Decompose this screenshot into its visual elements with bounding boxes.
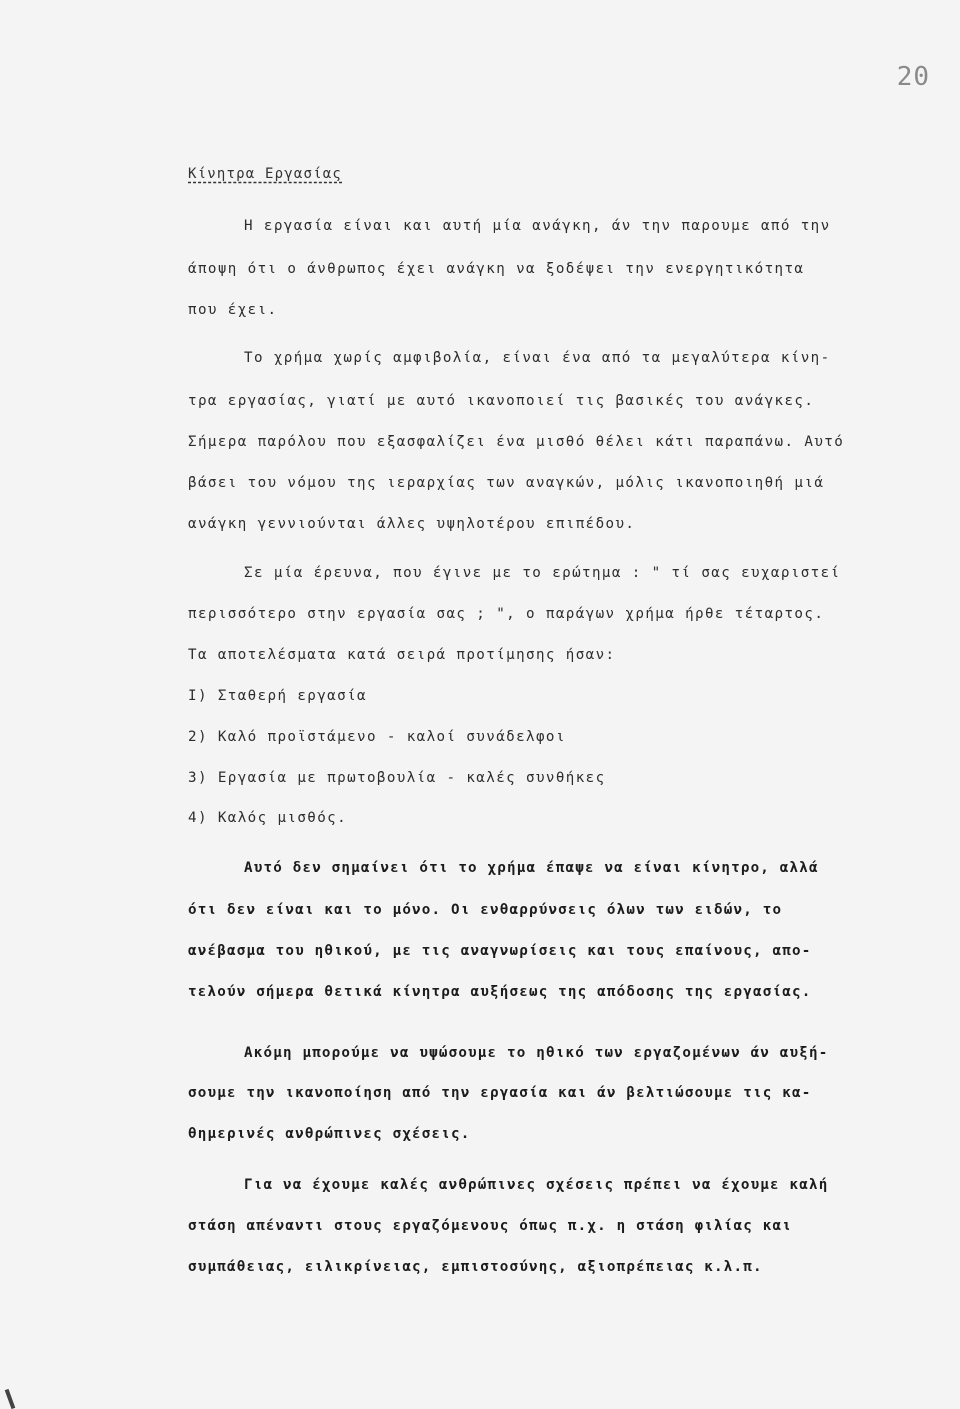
closing-paragraph-1-line-4: τελούν σήμερα θετικά κίνητρα αυξήσεως της απόδοσης της εργασίας.: [188, 984, 812, 1000]
closing-paragraph-1-line-2: ότι δεν είναι και το μόνο. Οι ενθαρρύνσεις όλων των ειδών, το: [188, 902, 783, 918]
closing-paragraph-1-line-3: ανέβασμα του ηθικού, με τις αναγνωρίσεις και τους επαίνους, απο-: [188, 943, 812, 959]
paragraph-1-line-1: Η εργασία είναι και αυτή μία ανάγκη, άν την παρουμε από την: [244, 218, 831, 234]
paragraph-1-line-2: άποψη ότι ο άνθρωπος έχει ανάγκη να ξοδέψει την ενεργητικότητα: [188, 261, 805, 277]
closing-paragraph-3-line-3: συμπάθειας, ειλικρίνειας, εμπιστοσύνης, αξιοπρέπειας κ.λ.π.: [188, 1259, 763, 1275]
closing-paragraph-2-line-2: σουμε την ικανοποίηση από την εργασία και άν βελτιώσουμε τις κα-: [188, 1085, 812, 1101]
paragraph-2-line-2: τρα εργασίας, γιατί με αυτό ικανοποιεί τις βασικές του ανάγκες.: [188, 393, 815, 409]
paragraph-2-line-3: Σήμερα παρόλου που εξασφαλίζει ένα μισθό θέλει κάτι παραπάνω. Αυτό: [188, 434, 845, 450]
paragraph-3-line-3: Τα αποτελέσματα κατά σειρά προτίμησης ήσαν:: [188, 647, 616, 663]
paragraph-2-line-1: Το χρήμα χωρίς αμφιβολία, είναι ένα από τα μεγαλύτερα κίνη-: [244, 350, 831, 366]
closing-paragraph-3-line-1: Για να έχουμε καλές ανθρώπινες σχέσεις πρέπει να έχουμε καλή: [244, 1177, 829, 1193]
scan-edge-mark: [5, 1389, 16, 1409]
section-heading: Κίνητρα Εργασίας: [188, 166, 343, 182]
paragraph-3-line-1: Σε μία έρευνα, που έγινε με το ερώτημα : " τί σας ευχαριστεί: [244, 565, 841, 581]
paragraph-2-line-4: βάσει του νόμου της ιεραρχίας των αναγκών, μόλις ικανοποιηθή μιά: [188, 475, 825, 491]
list-item: 4) Καλός μισθός.: [188, 810, 348, 826]
page-number: 20: [896, 62, 930, 92]
paragraph-1-line-3: που έχει.: [188, 302, 278, 318]
list-item: 2) Καλό προϊστάμενο - καλοί συνάδελφοι: [188, 729, 566, 745]
list-item: 3) Εργασία με πρωτοβουλία - καλές συνθήκες: [188, 770, 606, 786]
closing-paragraph-1-line-1: Αυτό δεν σημαίνει ότι το χρήμα έπαψε να είναι κίνητρο, αλλά: [244, 860, 819, 876]
paragraph-3-line-2: περισσότερο στην εργασία σας ; ", ο παράγων χρήμα ήρθε τέταρτος.: [188, 606, 825, 622]
list-item: Ι) Σταθερή εργασία: [188, 688, 367, 704]
closing-paragraph-3-line-2: στάση απέναντι στους εργαζόμενους όπως π.χ. η στάση φιλίας και: [188, 1218, 792, 1234]
closing-paragraph-2-line-3: θημερινές ανθρώπινες σχέσεις.: [188, 1126, 471, 1142]
paragraph-2-line-5: ανάγκη γεννιούνται άλλες υψηλοτέρου επιπέδου.: [188, 516, 636, 532]
closing-paragraph-2-line-1: Ακόμη μπορούμε να υψώσουμε το ηθικό των εργαζομένων άν αυξή-: [244, 1045, 829, 1061]
